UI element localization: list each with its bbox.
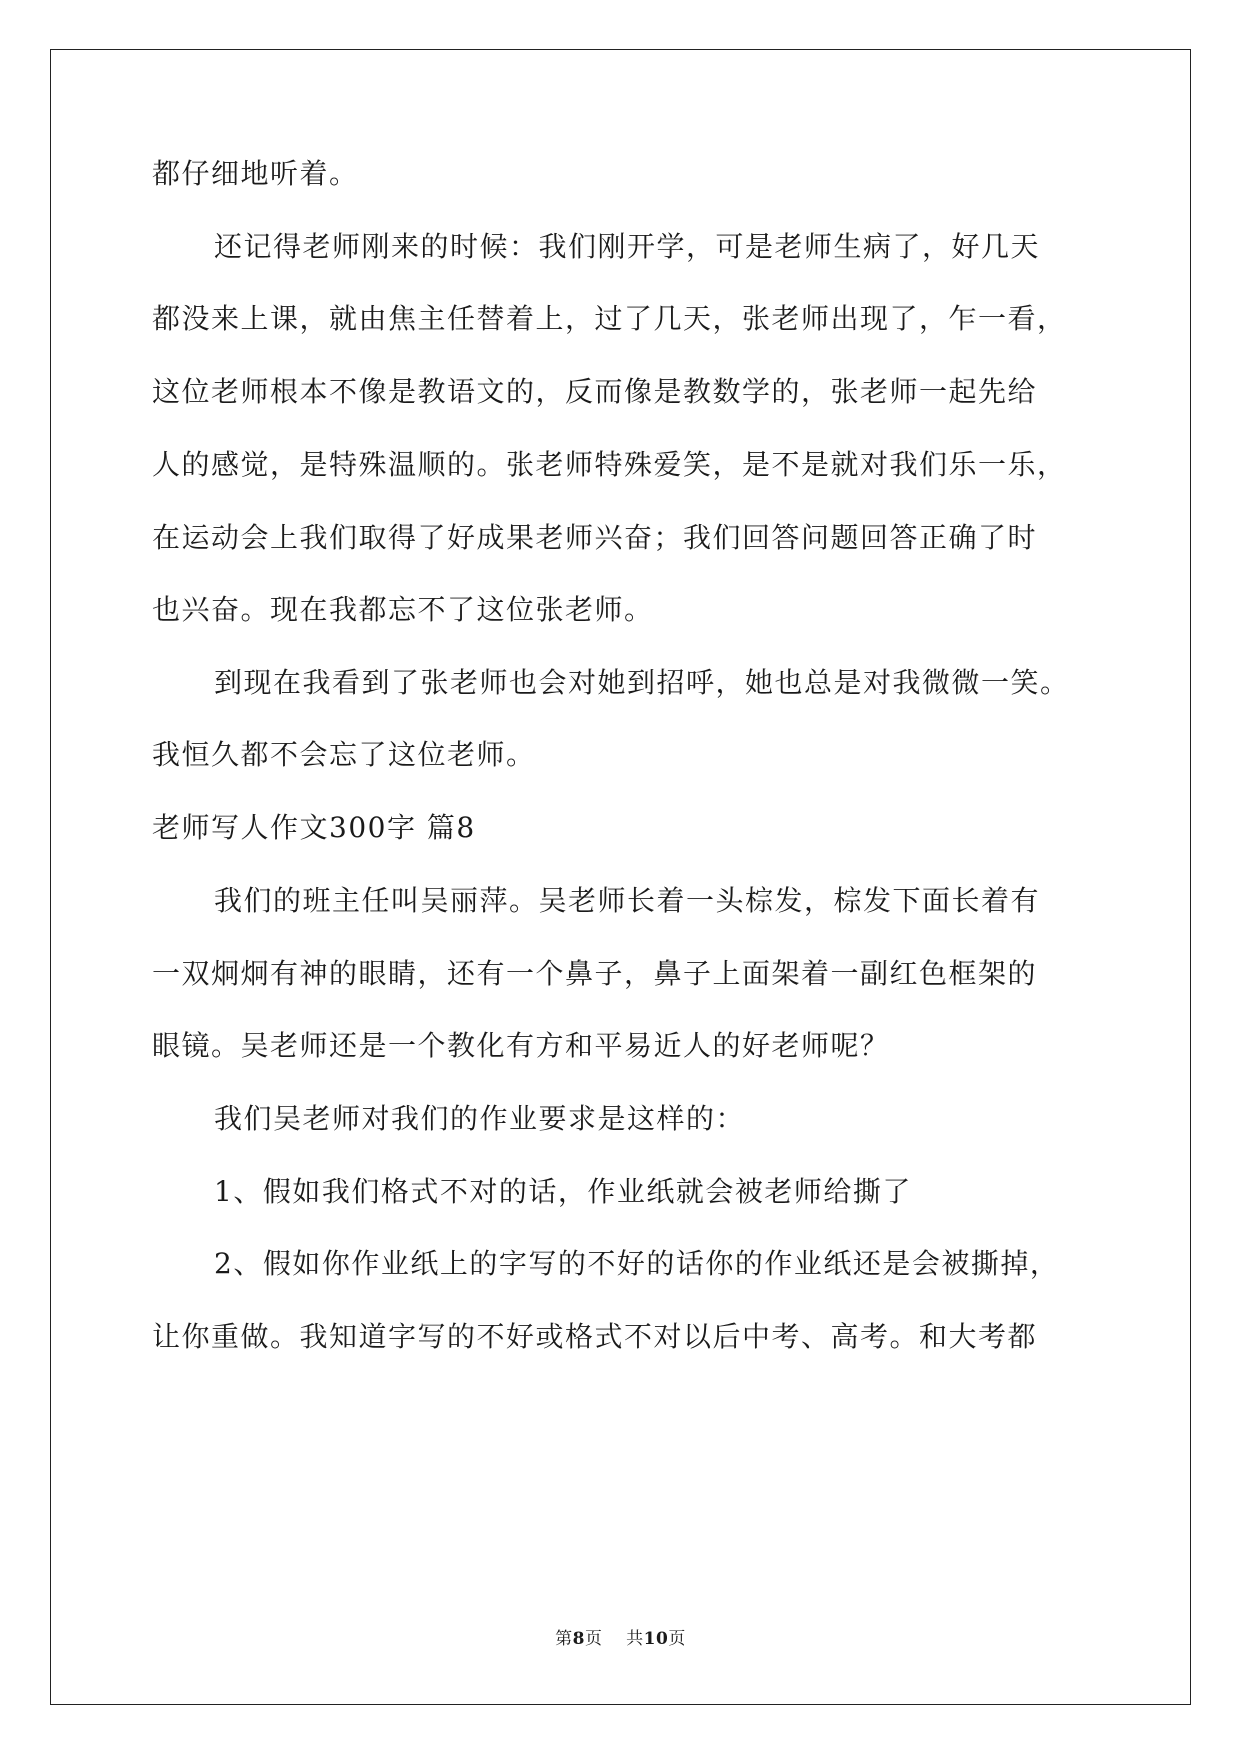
footer-page-suffix: 页 xyxy=(585,1629,603,1649)
paragraph-line: 也兴奋。现在我都忘不了这位张老师。 xyxy=(152,593,654,626)
paragraph-line: 我们吴老师对我们的作业要求是这样的： xyxy=(214,1102,746,1135)
paragraph-line: 我们的班主任叫吴丽萍。吴老师长着一头棕发，棕发下面长着有 xyxy=(214,884,1041,917)
paragraph-line: 一双炯炯有神的眼睛，还有一个鼻子，鼻子上面架着一副红色框架的 xyxy=(152,957,1038,990)
total-page-count: 10 xyxy=(643,1629,669,1649)
paragraph-line: 都仔细地听着。 xyxy=(152,157,359,190)
current-page-number: 8 xyxy=(572,1629,586,1649)
paragraph-line: 眼镜。吴老师还是一个教化有方和平易近人的好老师呢？ xyxy=(152,1029,890,1062)
paragraph-line: 人的感觉，是特殊温顺的。张老师特殊爱笑，是不是就对我们乐一乐， xyxy=(152,448,1067,481)
paragraph-line: 这位老师根本不像是教语文的，反而像是教数学的，张老师一起先给 xyxy=(152,375,1038,408)
paragraph-line: 我恒久都不会忘了这位老师。 xyxy=(152,738,536,771)
footer-prefix: 第 xyxy=(555,1629,573,1649)
paragraph-line: 还记得老师刚来的时候：我们刚开学，可是老师生病了，好几天 xyxy=(214,230,1041,263)
paragraph-line: 都没来上课，就由焦主任替着上，过了几天，张老师出现了，乍一看， xyxy=(152,302,1067,335)
list-item: 2、假如你作业纸上的字写的不好的话你的作业纸还是会被撕掉， xyxy=(214,1247,1060,1280)
section-heading: 老师写人作文300字 篇8 xyxy=(152,811,476,844)
page-border xyxy=(50,49,1191,1705)
paragraph-line: 到现在我看到了张老师也会对她到招呼，她也总是对我微微一笑。 xyxy=(214,666,1070,699)
footer-total-prefix: 共 xyxy=(626,1629,644,1649)
paragraph-line: 让你重做。我知道字写的不好或格式不对以后中考、高考。和大考都 xyxy=(152,1320,1038,1353)
footer-total-suffix: 页 xyxy=(668,1629,686,1649)
page-footer xyxy=(0,1627,1241,1651)
list-item: 1、假如我们格式不对的话，作业纸就会被老师给撕了 xyxy=(214,1175,912,1208)
paragraph-line: 在运动会上我们取得了好成果老师兴奋；我们回答问题回答正确了时 xyxy=(152,521,1038,554)
